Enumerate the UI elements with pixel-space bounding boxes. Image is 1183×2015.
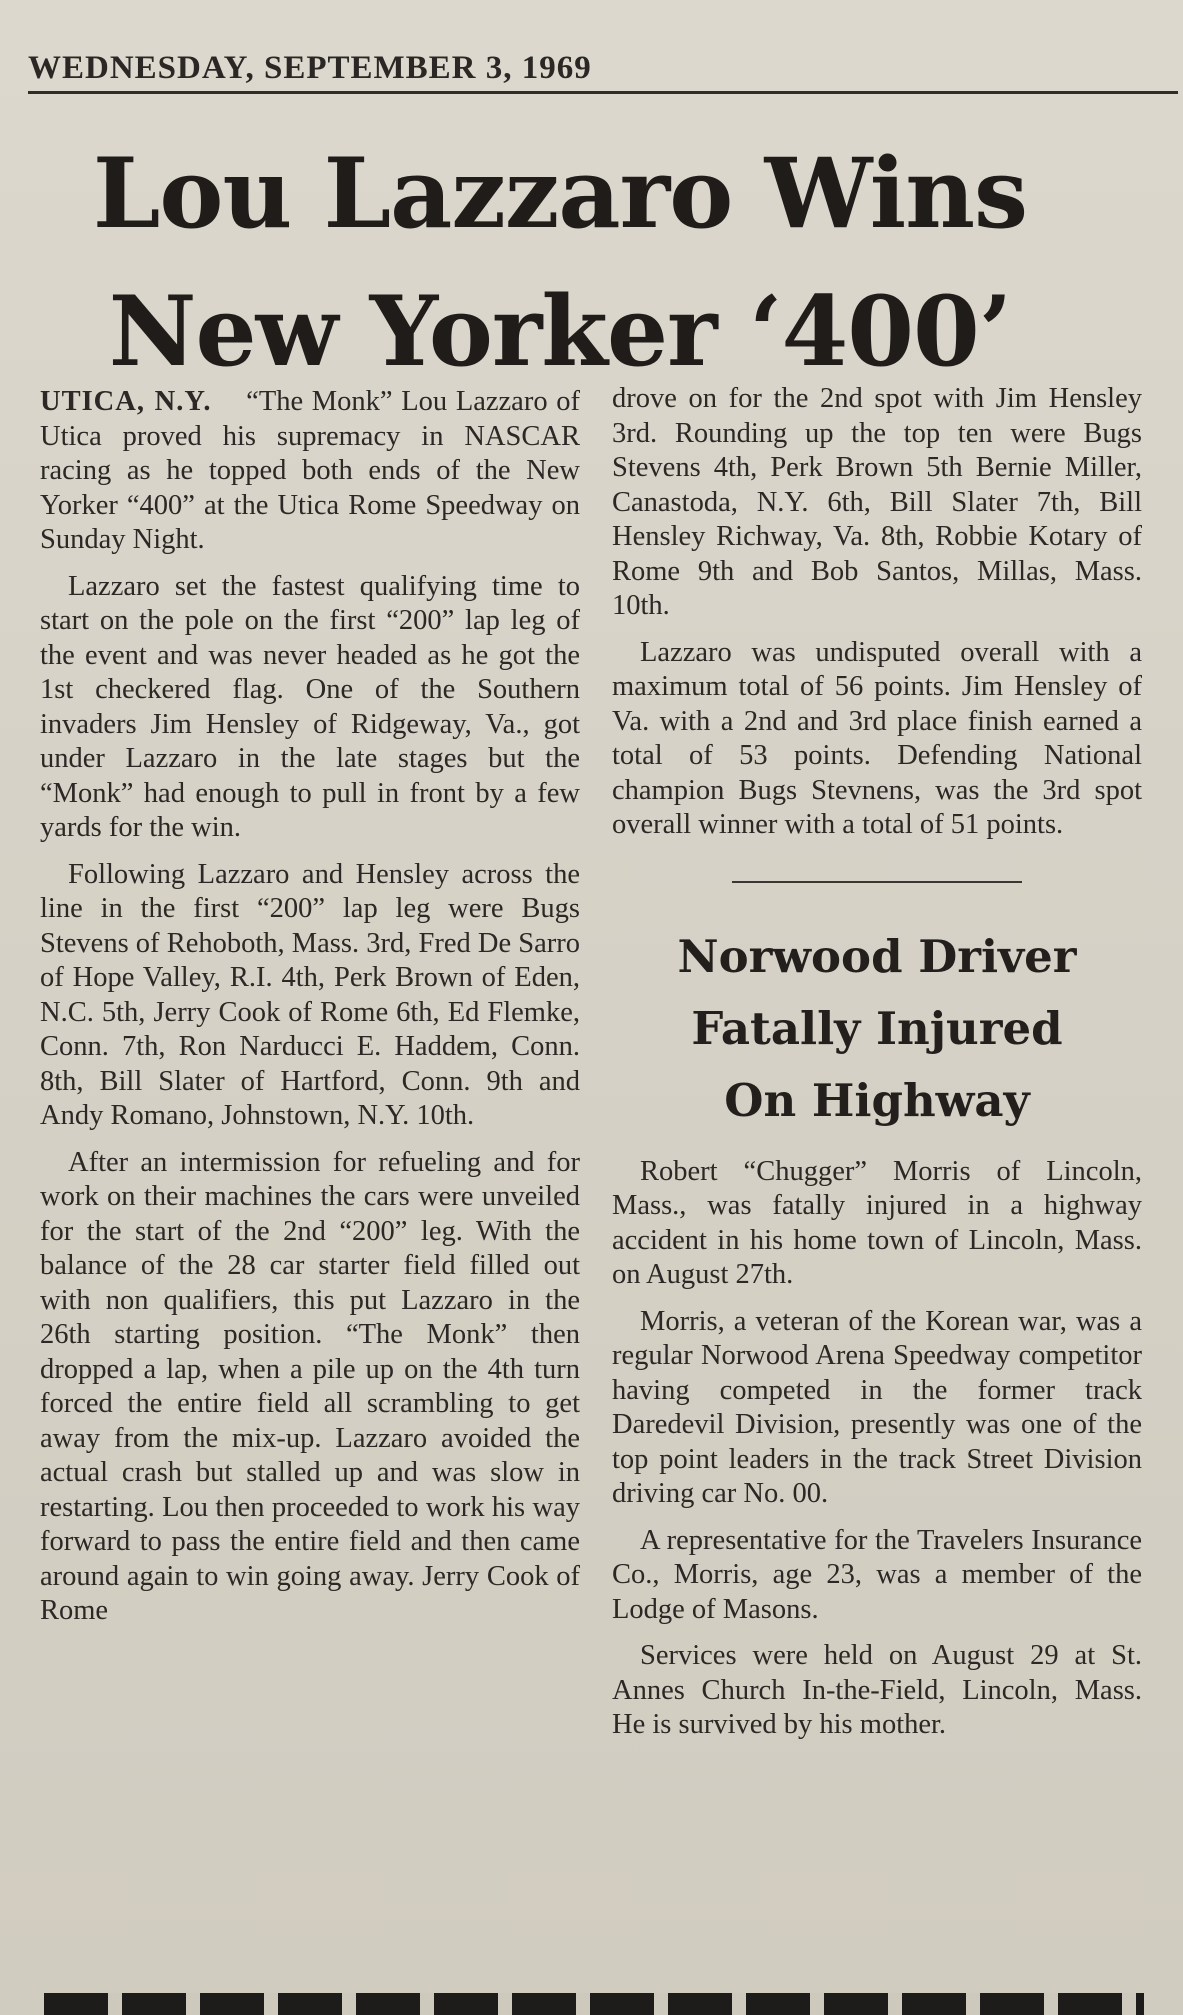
second-headline-line1: Norwood Driver bbox=[677, 929, 1077, 983]
main-headline bbox=[30, 125, 1090, 401]
story-paragraph: After an intermission for refueling and for work on their machines the cars were unveiled for the start of the 2nd “200” leg. With the balance of the 28 car starter field filled out with non qualifiers, this put Lazzaro in the 26th starting position. “The Monk” then dropped a lap, when a pile up on the 4th turn forced the entire field all scrambling to get away from the mix-up. Lazzaro avoided the actual crash but stalled up and was slow in restarting. Lou then proceeded to work his way forward to pass the entire field and then came around again to win going away. Jerry Cook of Rome bbox=[40, 1146, 580, 1626]
story-paragraph-text: “The Monk” Lou Lazzaro of Utica proved his supremacy in NASCAR racing as he topped both ends of the New Yorker “400” at the Utica Rome Speedway on Sunday Night. bbox=[40, 386, 580, 555]
main-headline-line2: New Yorker ‘400’ bbox=[108, 275, 1012, 388]
main-headline-line1: Lou Lazzaro Wins bbox=[92, 137, 1028, 250]
story-paragraph: Morris, a veteran of the Korean war, was a regular Norwood Arena Speedway competitor having competed in the former track Daredevil Division, presently was one of the top point leaders in the track Street Division driving car No. 00. bbox=[612, 1305, 1142, 1509]
story-paragraph: Lazzaro set the fastest qualifying time to start on the pole on the first “200” lap leg of the event and was never headed as he got the 1st checkered flag. One of the Southern invaders Jim Hensley of Ridgeway, Va., got under Lazzaro in the late stages but the “Monk” had enough to pull in front by a few yards for the win. bbox=[40, 570, 580, 843]
story-paragraph bbox=[40, 385, 580, 558]
story-paragraph: drove on for the 2nd spot with Jim Hensley 3rd. Rounding up the top ten were Bugs Stevens 4th, Perk Brown 5th Bernie Miller, Canastoda, N.Y. 6th, Bill Slater 7th, Bill Hensley Richway, Va. 8th, Robbie Kotary of Rome 9th and Bob Santos, Millas, Mass. 10th. bbox=[612, 383, 1142, 621]
story-paragraph: Following Lazzaro and Hensley across the line in the first “200” lap leg were Bugs Stevens of Rehoboth, Mass. 3rd, Fred De Sarro of Hope Valley, R.I. 4th, Perk Brown of Eden, N.C. 5th, Jerry Cook of Rome 6th, Ed Flemke, Conn. 7th, Ron Narducci E. Haddem, Conn. 8th, Bill Slater of Hartford, Conn. 9th and Andy Romano, Johnstown, N.Y. 10th. bbox=[40, 858, 580, 1131]
second-headline-line3: On Highway bbox=[724, 1073, 1030, 1127]
footer-checker-bar bbox=[44, 1993, 1144, 2015]
story-paragraph: A representative for the Travelers Insurance Co., Morris, age 23, was a member of the Lodge of Masons. bbox=[612, 1524, 1142, 1625]
story-paragraph: Services were held on August 29 at St. Annes Church In-the-Field, Lincoln, Mass. He is survived by his mother. bbox=[612, 1640, 1142, 1740]
second-headline bbox=[612, 921, 1142, 1137]
story-divider bbox=[732, 881, 1022, 883]
second-headline-line2: Fatally Injured bbox=[691, 1001, 1063, 1055]
dateline: WEDNESDAY, SEPTEMBER 3, 1969 bbox=[28, 50, 1178, 94]
left-column bbox=[40, 385, 580, 1641]
city-dateline: UTICA, N.Y. bbox=[40, 386, 212, 417]
story-paragraph: Robert “Chugger” Morris of Lincoln, Mass., was fatally injured in a highway accident in his home town of Lincoln, Mass. on August 27th. bbox=[612, 1155, 1142, 1290]
story-paragraph: Lazzaro was undisputed overall with a maximum total of 56 points. Jim Hensley of Va. with a 2nd and 3rd place finish earned a total of 53 points. Defending National champion Bugs Stevnens, was the 3rd spot overall winner with a total of 51 points. bbox=[612, 636, 1142, 840]
right-column bbox=[612, 382, 1142, 1755]
